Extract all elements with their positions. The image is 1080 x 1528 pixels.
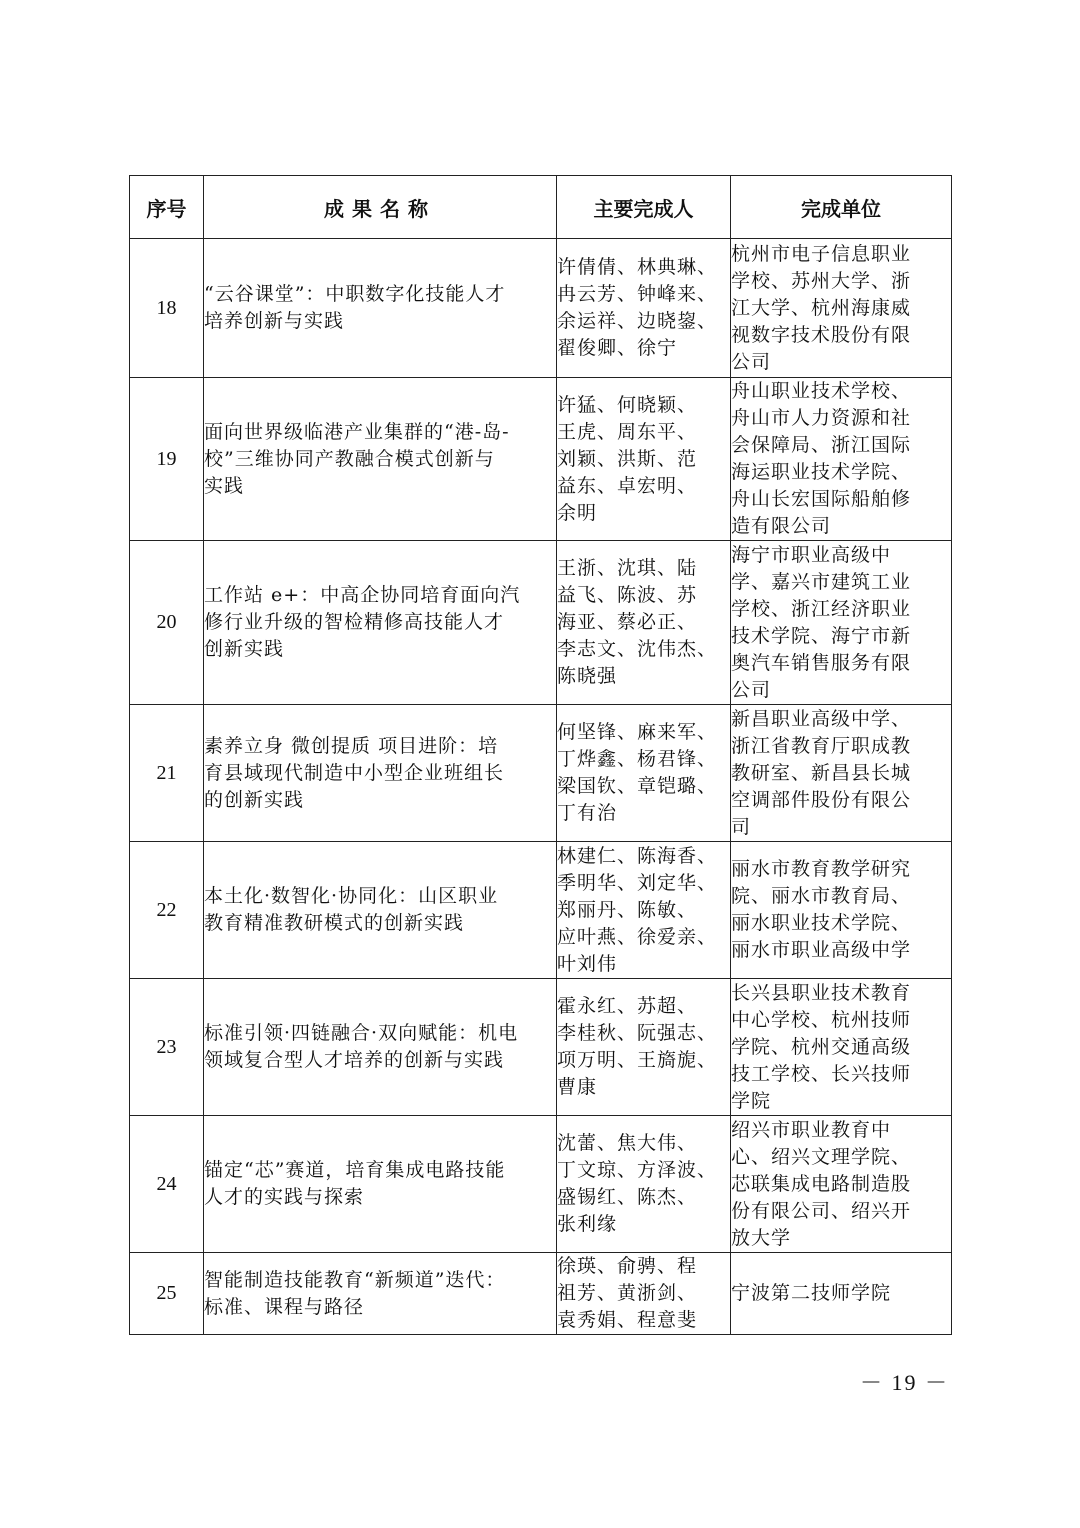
row-org [731,541,952,705]
row-people [557,378,731,541]
row-people-line: 何坚锋、麻来军、 [557,721,718,743]
row-org-line: 海运职业技术学院、 [731,461,912,483]
row-people-line: 许猛、何晓颖、 [557,393,698,416]
row-people-line: 余运祥、边晓鋆、 [557,310,718,332]
table-row [130,378,952,541]
header-org: 完成单位 [731,176,952,239]
row-title-line: 育县域现代制造中小型企业班组长 [204,761,505,784]
row-org-line: 会保障局、浙江国际 [731,434,912,456]
row-people-line: 益东、卓宏明、 [557,474,698,497]
header-name: 成果名称 [204,176,557,239]
row-index: 24 [130,1116,204,1253]
row-title-line: “云谷课堂”：中职数字化技能人才 [204,283,506,305]
row-title-line: 人才的实践与探索 [204,1186,365,1208]
row-title-line: 工作站 e+：中高企协同培育面向汽 [204,584,521,606]
row-people-line: 丁有治 [557,802,618,824]
row-people-line: 梁国钦、章铠璐、 [557,775,718,797]
row-title-line: 本土化·数智化·协同化：山区职业 [204,885,499,907]
row-title [204,378,557,541]
row-title [204,979,557,1116]
row-people-line: 项万明、王旖旎、 [557,1049,718,1071]
row-title [204,1116,557,1253]
row-org-line: 学院、杭州交通高级 [731,1035,912,1058]
row-index: 25 [130,1253,204,1335]
row-people [557,1253,731,1335]
header-people: 主要完成人 [557,176,731,239]
table-row [130,842,952,979]
row-title-line: 标准、课程与路径 [204,1295,365,1318]
row-index: 21 [130,705,204,842]
row-org-line: 浙江省教育厅职成教 [731,734,912,757]
row-org-line: 视数字技术股份有限 [731,323,912,346]
row-people [557,239,731,378]
row-org-line: 院、丽水市教育局、 [731,885,912,907]
row-people-line: 余明 [557,501,598,524]
row-org [731,378,952,541]
row-people [557,705,731,842]
row-people [557,541,731,705]
row-people [557,979,731,1116]
table-row [130,705,952,842]
table-header-row [130,176,952,239]
row-org-line: 长兴县职业技术教育 [731,981,912,1004]
row-people-line: 曹康 [557,1076,598,1098]
table-row [130,1253,952,1335]
row-index: 18 [130,239,204,378]
row-people-line: 霍永红、苏超、 [557,995,698,1017]
row-org-line: 造有限公司 [731,515,832,537]
row-org [731,979,952,1116]
row-people-line: 叶刘伟 [557,952,618,975]
row-people [557,842,731,979]
row-org-line: 丽水市职业高级中学 [731,939,912,961]
page-number: － 19 － [860,1370,950,1395]
row-people-line: 沈蕾、焦大伟、 [557,1132,698,1154]
row-org-line: 学院 [731,1089,772,1112]
row-org-line: 公司 [731,350,772,373]
row-people-line: 陈晓强 [557,665,618,687]
row-org-line: 芯联集成电路制造股 [731,1172,912,1195]
row-org-line: 杭州市电子信息职业 [731,242,912,265]
row-people-line: 郑丽丹、陈敏、 [557,898,698,921]
row-org-line: 空调部件股份有限公 [731,788,912,811]
row-title-line: 标准引领·四链融合·双向赋能：机电 [204,1022,519,1044]
row-people-line: 冉云芳、钟峰来、 [557,283,718,305]
row-people-line: 丁文琼、方泽波、 [557,1159,718,1181]
row-title-line: 的创新实践 [204,788,305,811]
row-people-line: 许倩倩、林典琳、 [557,256,718,278]
row-people-line: 益飞、陈波、苏 [557,584,698,606]
row-title-line: 修行业升级的智检精修高技能人才 [204,611,505,633]
row-people-line: 王虎、周东平、 [557,420,698,443]
row-people-line: 李志文、沈伟杰、 [557,638,718,660]
row-people-line: 徐瑛、俞骋、程 [557,1255,698,1277]
row-org-line: 江大学、杭州海康威 [731,296,912,319]
row-org-line: 舟山市人力资源和社 [731,407,912,429]
row-org-line: 学校、浙江经济职业 [731,597,912,620]
row-org-line: 奥汽车销售服务有限 [731,651,912,674]
row-org-line: 放大学 [731,1226,792,1249]
row-org-line: 技术学院、海宁市新 [731,624,912,647]
row-title-line: 面向世界级临港产业集群的“港-岛- [204,420,510,443]
table-row [130,1116,952,1253]
row-people-line: 林建仁、陈海香、 [557,844,718,867]
row-people-line: 翟俊卿、徐宁 [557,337,678,359]
row-people-line: 海亚、蔡必正、 [557,611,698,633]
row-org [731,705,952,842]
row-org-line: 中心学校、杭州技师 [731,1008,912,1031]
row-people-line: 盛锡红、陈杰、 [557,1186,698,1208]
row-people-line: 刘颖、洪斯、范 [557,447,698,470]
row-people-line: 祖芳、黄浙剑、 [557,1282,698,1304]
row-org-line: 舟山长宏国际船舶修 [731,488,912,510]
row-org-line: 海宁市职业高级中 [731,543,892,566]
row-title [204,239,557,378]
row-title-line: 领域复合型人才培养的创新与实践 [204,1049,505,1071]
row-people-line: 应叶燕、徐爱亲、 [557,925,718,948]
row-org [731,1116,952,1253]
row-index: 19 [130,378,204,541]
row-org-line: 丽水市教育教学研究 [731,858,912,880]
row-org-line: 学、嘉兴市建筑工业 [731,570,912,593]
table-row [130,239,952,378]
row-org-line: 公司 [731,678,772,701]
row-org-line: 份有限公司、绍兴开 [731,1199,912,1222]
row-title-line: 校”三维协同产教融合模式创新与 [204,447,495,470]
row-org-line: 司 [731,815,752,838]
row-title-line: 实践 [204,474,245,497]
row-people [557,1116,731,1253]
row-index: 23 [130,979,204,1116]
row-org-line: 教研室、新昌县长城 [731,761,912,784]
row-org-line: 技工学校、长兴技师 [731,1062,912,1085]
row-people-line: 季明华、刘定华、 [557,871,718,894]
row-index: 20 [130,541,204,705]
row-org [731,239,952,378]
row-org-line: 舟山职业技术学校、 [731,380,912,402]
awards-table [129,175,952,1335]
row-title-line: 素养立身 微创提质 项目进阶：培 [204,734,499,757]
row-org-line: 绍兴市职业教育中 [731,1118,892,1141]
row-title [204,842,557,979]
row-org-line: 新昌职业高级中学、 [731,707,912,730]
row-title-line: 培养创新与实践 [204,310,345,332]
row-title [204,541,557,705]
row-org-line: 宁波第二技师学院 [731,1282,892,1304]
row-people-line: 丁烨鑫、杨君锋、 [557,748,718,770]
row-index: 22 [130,842,204,979]
row-title [204,1253,557,1335]
row-title [204,705,557,842]
row-org-line: 心、绍兴文理学院、 [731,1145,912,1168]
table-row [130,979,952,1116]
header-index: 序号 [130,176,204,239]
row-people-line: 张利缘 [557,1213,618,1235]
row-title-line: 创新实践 [204,638,285,660]
row-org-line: 学校、苏州大学、浙 [731,269,912,292]
row-people-line: 袁秀娟、程意斐 [557,1309,698,1331]
row-title-line: 智能制造技能教育“新频道”迭代： [204,1268,506,1291]
row-people-line: 李桂秋、阮强志、 [557,1022,718,1044]
row-org [731,1253,952,1335]
row-people-line: 王浙、沈琪、陆 [557,557,698,579]
row-title-line: 教育精准教研模式的创新实践 [204,912,465,934]
row-org [731,842,952,979]
row-org-line: 丽水职业技术学院、 [731,912,912,934]
row-title-line: 锚定“芯”赛道，培育集成电路技能 [204,1159,506,1181]
table-row [130,541,952,705]
